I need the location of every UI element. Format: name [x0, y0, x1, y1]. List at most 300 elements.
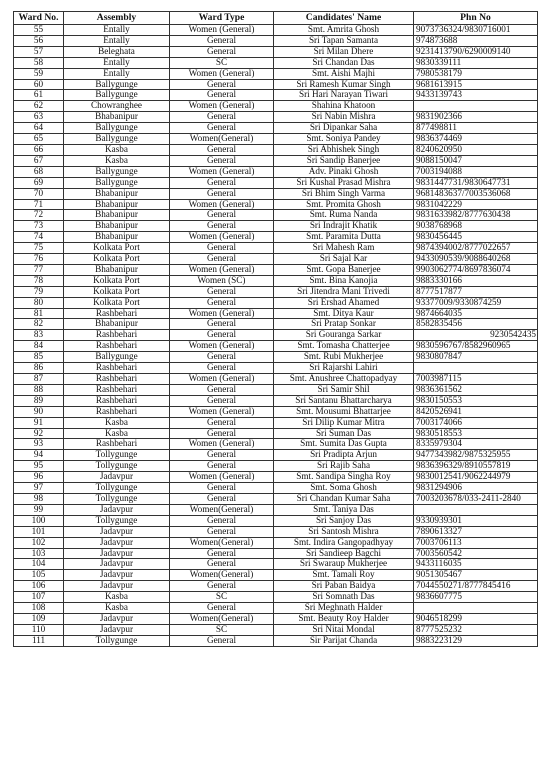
- ward-type-cell: General: [170, 428, 274, 439]
- phone-cell: 9883223129: [414, 635, 538, 646]
- ward-no-cell: 102: [14, 537, 64, 548]
- ward-type-cell: Women(General): [170, 537, 274, 548]
- assembly-cell: Kasba: [64, 144, 170, 155]
- ward-no-cell: 107: [14, 592, 64, 603]
- assembly-cell: Bhabanipur: [64, 188, 170, 199]
- assembly-cell: Ballygunge: [64, 123, 170, 134]
- phone-cell: [414, 101, 538, 112]
- phone-cell: [414, 363, 538, 374]
- assembly-cell: Kolkata Port: [64, 254, 170, 265]
- ward-no-cell: 67: [14, 155, 64, 166]
- candidate-name-cell: Adv. Pinaki Ghosh: [274, 166, 414, 177]
- phone-cell: 7003203678/033-2411-2840: [414, 493, 538, 504]
- candidate-name-cell: Sri Rajarshi Lahiri: [274, 363, 414, 374]
- phone-cell: 9831042229: [414, 199, 538, 210]
- ward-type-cell: General: [170, 177, 274, 188]
- table-row: [14, 581, 538, 592]
- table-row: [14, 221, 538, 232]
- assembly-cell: Jadavpur: [64, 526, 170, 537]
- assembly-cell: Rashbehari: [64, 308, 170, 319]
- ward-no-cell: 104: [14, 559, 64, 570]
- assembly-cell: Rashbehari: [64, 439, 170, 450]
- phone-cell: 9681483637/7003536068: [414, 188, 538, 199]
- phone-cell: 7044550271/8777845416: [414, 581, 538, 592]
- table-row: [14, 177, 538, 188]
- ward-type-cell: General: [170, 297, 274, 308]
- ward-no-cell: 92: [14, 428, 64, 439]
- candidate-name-cell: Sri Sajal Kar: [274, 254, 414, 265]
- ward-no-cell: 81: [14, 308, 64, 319]
- table-row: [14, 101, 538, 112]
- phone-cell: [414, 504, 538, 515]
- header-ward-no: Ward No.: [14, 12, 64, 25]
- table-row: [14, 134, 538, 145]
- ward-type-cell: General: [170, 417, 274, 428]
- phone-cell: 7890613327: [414, 526, 538, 537]
- ward-no-cell: 55: [14, 25, 64, 36]
- ward-type-cell: General: [170, 330, 274, 341]
- ward-type-cell: General: [170, 363, 274, 374]
- candidate-name-cell: Smt. Tamali Roy: [274, 570, 414, 581]
- ward-type-cell: Women (General): [170, 308, 274, 319]
- ward-type-cell: General: [170, 581, 274, 592]
- header-phone-no: Phn No: [414, 12, 538, 25]
- ward-type-cell: General: [170, 319, 274, 330]
- phone-cell: 9830596767/8582960965: [414, 341, 538, 352]
- ward-type-cell: General: [170, 515, 274, 526]
- assembly-cell: Rashbehari: [64, 363, 170, 374]
- ward-no-cell: 77: [14, 264, 64, 275]
- phone-cell: 9831447731/9830647731: [414, 177, 538, 188]
- ward-type-cell: Women(General): [170, 613, 274, 624]
- ward-type-cell: Women (SC): [170, 275, 274, 286]
- candidate-name-cell: Sir Parijat Chanda: [274, 635, 414, 646]
- header-row: [14, 12, 538, 25]
- table-row: [14, 90, 538, 101]
- assembly-cell: Jadavpur: [64, 504, 170, 515]
- ward-type-cell: General: [170, 559, 274, 570]
- table-row: [14, 483, 538, 494]
- candidate-name-cell: Shahina Khatoon: [274, 101, 414, 112]
- candidate-name-cell: Sri Suman Das: [274, 428, 414, 439]
- ward-no-cell: 99: [14, 504, 64, 515]
- assembly-cell: Jadavpur: [64, 559, 170, 570]
- phone-cell: 8335979304: [414, 439, 538, 450]
- assembly-cell: Bhabanipur: [64, 199, 170, 210]
- ward-type-cell: General: [170, 384, 274, 395]
- candidate-name-cell: Smt. Anushree Chattopadyay: [274, 374, 414, 385]
- phone-cell: 9038768968: [414, 221, 538, 232]
- table-row: [14, 374, 538, 385]
- ward-type-cell: General: [170, 395, 274, 406]
- ward-type-cell: General: [170, 483, 274, 494]
- ward-no-cell: 80: [14, 297, 64, 308]
- table-row: [14, 472, 538, 483]
- table-body: [14, 25, 538, 647]
- ward-type-cell: General: [170, 112, 274, 123]
- phone-cell: 9874394002/8777022657: [414, 243, 538, 254]
- table-row: [14, 232, 538, 243]
- phone-cell: 9903062774/8697836074: [414, 264, 538, 275]
- phone-cell: 7003706113: [414, 537, 538, 548]
- table-row: [14, 341, 538, 352]
- assembly-cell: Ballygunge: [64, 134, 170, 145]
- candidate-name-cell: Sri Ershad Ahamed: [274, 297, 414, 308]
- assembly-cell: Entally: [64, 35, 170, 46]
- table-row: [14, 603, 538, 614]
- ward-type-cell: General: [170, 210, 274, 221]
- ward-no-cell: 62: [14, 101, 64, 112]
- ward-no-cell: 66: [14, 144, 64, 155]
- candidate-name-cell: Sri Nitai Mondal: [274, 624, 414, 635]
- candidate-name-cell: Sri Sandip Banerjee: [274, 155, 414, 166]
- table-row: [14, 352, 538, 363]
- table-row: [14, 25, 538, 36]
- table-row: [14, 144, 538, 155]
- assembly-cell: Kasba: [64, 155, 170, 166]
- ward-no-cell: 108: [14, 603, 64, 614]
- table-row: [14, 35, 538, 46]
- candidate-name-cell: Smt. Gopa Banerjee: [274, 264, 414, 275]
- table-row: [14, 450, 538, 461]
- phone-cell: 7003194088: [414, 166, 538, 177]
- table-row: [14, 155, 538, 166]
- ward-no-cell: 56: [14, 35, 64, 46]
- assembly-cell: Tollygunge: [64, 515, 170, 526]
- candidate-name-cell: Smt. Mousumi Bhattarjee: [274, 406, 414, 417]
- table-row: [14, 254, 538, 265]
- table-row: [14, 319, 538, 330]
- ward-no-cell: 75: [14, 243, 64, 254]
- assembly-cell: Tollygunge: [64, 450, 170, 461]
- ward-no-cell: 111: [14, 635, 64, 646]
- phone-cell: 9830518553: [414, 428, 538, 439]
- ward-type-cell: General: [170, 254, 274, 265]
- assembly-cell: Kasba: [64, 592, 170, 603]
- ward-type-cell: General: [170, 46, 274, 57]
- phone-cell: 8777525232: [414, 624, 538, 635]
- table-row: [14, 166, 538, 177]
- candidate-name-cell: Sri Kushal Prasad Mishra: [274, 177, 414, 188]
- ward-type-cell: General: [170, 188, 274, 199]
- table-row: [14, 308, 538, 319]
- ward-no-cell: 63: [14, 112, 64, 123]
- ward-no-cell: 100: [14, 515, 64, 526]
- phone-cell: 7003174066: [414, 417, 538, 428]
- candidate-name-cell: Sri Tapan Samanta: [274, 35, 414, 46]
- candidate-name-cell: Sri Samir Shil: [274, 384, 414, 395]
- candidate-name-cell: Smt. Ruma Nanda: [274, 210, 414, 221]
- candidate-name-cell: Smt. Soniya Pandey: [274, 134, 414, 145]
- ward-no-cell: 70: [14, 188, 64, 199]
- ward-no-cell: 91: [14, 417, 64, 428]
- table-row: [14, 624, 538, 635]
- header-ward-type: Ward Type: [170, 12, 274, 25]
- assembly-cell: Entally: [64, 25, 170, 36]
- phone-cell: 93377009/9330874259: [414, 297, 538, 308]
- assembly-cell: Bhabanipur: [64, 221, 170, 232]
- candidate-name-cell: Sri Milan Dhere: [274, 46, 414, 57]
- candidate-name-cell: Smt. Sumita Das Gupta: [274, 439, 414, 450]
- candidate-name-cell: Sri Dipankar Saha: [274, 123, 414, 134]
- ward-no-cell: 59: [14, 68, 64, 79]
- table-row: [14, 526, 538, 537]
- table-row: [14, 592, 538, 603]
- ward-type-cell: SC: [170, 624, 274, 635]
- ward-no-cell: 61: [14, 90, 64, 101]
- ward-no-cell: 72: [14, 210, 64, 221]
- assembly-cell: Kolkata Port: [64, 275, 170, 286]
- table-row: [14, 330, 538, 341]
- candidates-table: [13, 11, 538, 647]
- candidate-name-cell: Sri Ramesh Kumar Singh: [274, 79, 414, 90]
- table-row: [14, 537, 538, 548]
- candidate-name-cell: Sri Dilip Kumar Mitra: [274, 417, 414, 428]
- phone-cell: 877498811: [414, 123, 538, 134]
- phone-cell: 9830150553: [414, 395, 538, 406]
- candidate-name-cell: Sri Pradipta Arjun: [274, 450, 414, 461]
- table-row: [14, 123, 538, 134]
- ward-no-cell: 84: [14, 341, 64, 352]
- ward-type-cell: General: [170, 526, 274, 537]
- ward-type-cell: Women (General): [170, 374, 274, 385]
- table-row: [14, 57, 538, 68]
- assembly-cell: Bhabanipur: [64, 264, 170, 275]
- assembly-cell: Ballygunge: [64, 90, 170, 101]
- table-row: [14, 493, 538, 504]
- ward-no-cell: 86: [14, 363, 64, 374]
- assembly-cell: Bhabanipur: [64, 319, 170, 330]
- assembly-cell: Rashbehari: [64, 330, 170, 341]
- ward-no-cell: 88: [14, 384, 64, 395]
- ward-no-cell: 60: [14, 79, 64, 90]
- ward-no-cell: 93: [14, 439, 64, 450]
- assembly-cell: Rashbehari: [64, 384, 170, 395]
- assembly-cell: Rashbehari: [64, 406, 170, 417]
- assembly-cell: Tollygunge: [64, 493, 170, 504]
- table-row: [14, 428, 538, 439]
- assembly-cell: Bhabanipur: [64, 232, 170, 243]
- phone-cell: 9830012541/9062244979: [414, 472, 538, 483]
- ward-no-cell: 90: [14, 406, 64, 417]
- candidate-name-cell: Sri Jitendra Mani Trivedi: [274, 286, 414, 297]
- table-row: [14, 188, 538, 199]
- assembly-cell: Beleghata: [64, 46, 170, 57]
- ward-no-cell: 64: [14, 123, 64, 134]
- ward-type-cell: Women (General): [170, 199, 274, 210]
- ward-type-cell: General: [170, 79, 274, 90]
- table-row: [14, 46, 538, 57]
- assembly-cell: Rashbehari: [64, 395, 170, 406]
- assembly-cell: Tollygunge: [64, 483, 170, 494]
- table-row: [14, 112, 538, 123]
- phone-cell: 9830807847: [414, 352, 538, 363]
- table-row: [14, 406, 538, 417]
- assembly-cell: Kolkata Port: [64, 297, 170, 308]
- table-row: [14, 79, 538, 90]
- ward-no-cell: 58: [14, 57, 64, 68]
- ward-type-cell: General: [170, 461, 274, 472]
- candidate-name-cell: Smt. Paramita Dutta: [274, 232, 414, 243]
- candidate-name-cell: Sri Mahesh Ram: [274, 243, 414, 254]
- candidate-name-cell: Sri Santosh Mishra: [274, 526, 414, 537]
- ward-no-cell: 103: [14, 548, 64, 559]
- ward-no-cell: 96: [14, 472, 64, 483]
- table-row: [14, 384, 538, 395]
- ward-type-cell: Women(General): [170, 134, 274, 145]
- ward-no-cell: 73: [14, 221, 64, 232]
- header-assembly: Assembly: [64, 12, 170, 25]
- ward-type-cell: General: [170, 90, 274, 101]
- ward-type-cell: Women (General): [170, 341, 274, 352]
- phone-cell: 9051305467: [414, 570, 538, 581]
- phone-cell: 974873688: [414, 35, 538, 46]
- table-row: [14, 461, 538, 472]
- phone-cell: 9046518299: [414, 613, 538, 624]
- ward-type-cell: General: [170, 144, 274, 155]
- ward-no-cell: 69: [14, 177, 64, 188]
- phone-cell: 9433090539/9088640268: [414, 254, 538, 265]
- phone-cell: 9681613915: [414, 79, 538, 90]
- table-row: [14, 395, 538, 406]
- table-row: [14, 515, 538, 526]
- ward-no-cell: 71: [14, 199, 64, 210]
- assembly-cell: Tollygunge: [64, 461, 170, 472]
- table-row: [14, 286, 538, 297]
- ward-no-cell: 83: [14, 330, 64, 341]
- candidate-name-cell: Smt. Aishi Majhi: [274, 68, 414, 79]
- assembly-cell: Jadavpur: [64, 472, 170, 483]
- candidate-name-cell: Sri Chandan Das: [274, 57, 414, 68]
- table-row: [14, 504, 538, 515]
- ward-type-cell: Women(General): [170, 504, 274, 515]
- table-row: [14, 275, 538, 286]
- phone-cell: 8240620950: [414, 144, 538, 155]
- candidate-name-cell: Sri Abhishek Singh: [274, 144, 414, 155]
- assembly-cell: Jadavpur: [64, 537, 170, 548]
- ward-type-cell: Women (General): [170, 101, 274, 112]
- assembly-cell: Entally: [64, 57, 170, 68]
- ward-no-cell: 79: [14, 286, 64, 297]
- candidate-name-cell: Smt. Ditya Kaur: [274, 308, 414, 319]
- assembly-cell: Ballygunge: [64, 352, 170, 363]
- assembly-cell: Kolkata Port: [64, 286, 170, 297]
- ward-type-cell: General: [170, 352, 274, 363]
- phone-cell: 9874664035: [414, 308, 538, 319]
- ward-no-cell: 97: [14, 483, 64, 494]
- phone-cell: 9330939301: [414, 515, 538, 526]
- phone-cell: 9433116035: [414, 559, 538, 570]
- assembly-cell: Jadavpur: [64, 624, 170, 635]
- candidate-name-cell: Smt. Tomasha Chatterjee: [274, 341, 414, 352]
- assembly-cell: Kasba: [64, 603, 170, 614]
- ward-no-cell: 94: [14, 450, 64, 461]
- phone-cell: 7980538179: [414, 68, 538, 79]
- candidate-name-cell: Sri Nabin Mishra: [274, 112, 414, 123]
- candidate-name-cell: Smt. Sandipa Singha Roy: [274, 472, 414, 483]
- phone-cell: 7003987115: [414, 374, 538, 385]
- ward-type-cell: Women (General): [170, 406, 274, 417]
- ward-no-cell: 85: [14, 352, 64, 363]
- ward-type-cell: General: [170, 548, 274, 559]
- phone-cell: 9433139743: [414, 90, 538, 101]
- table-row: [14, 199, 538, 210]
- ward-type-cell: Women (General): [170, 166, 274, 177]
- candidate-name-cell: Sri Indrajit Khatik: [274, 221, 414, 232]
- table-row: [14, 68, 538, 79]
- ward-type-cell: Women (General): [170, 439, 274, 450]
- ward-no-cell: 57: [14, 46, 64, 57]
- candidate-name-cell: Smt. Soma Ghosh: [274, 483, 414, 494]
- candidate-name-cell: Sri Swaraup Mukherjee: [274, 559, 414, 570]
- assembly-cell: Jadavpur: [64, 548, 170, 559]
- phone-cell: 9088150047: [414, 155, 538, 166]
- ward-no-cell: 98: [14, 493, 64, 504]
- phone-cell: 9831294906: [414, 483, 538, 494]
- phone-cell: 9830339111: [414, 57, 538, 68]
- phone-cell: 9230542435: [414, 330, 538, 341]
- candidate-name-cell: Sri Pratap Sonkar: [274, 319, 414, 330]
- phone-cell: 9883330166: [414, 275, 538, 286]
- ward-no-cell: 78: [14, 275, 64, 286]
- table-row: [14, 548, 538, 559]
- assembly-cell: Bhabanipur: [64, 210, 170, 221]
- table-row: [14, 297, 538, 308]
- table-row: [14, 570, 538, 581]
- candidate-name-cell: Sri Hari Narayan Tiwari: [274, 90, 414, 101]
- candidate-name-cell: Smt. Indira Gangopadhyay: [274, 537, 414, 548]
- phone-cell: 9830456445: [414, 232, 538, 243]
- phone-cell: 9073736324/9830716001: [414, 25, 538, 36]
- ward-type-cell: General: [170, 221, 274, 232]
- header-candidate-name: Candidates' Name: [274, 12, 414, 25]
- candidate-name-cell: Smt. Amrita Ghosh: [274, 25, 414, 36]
- phone-cell: 9836396329/8910557819: [414, 461, 538, 472]
- candidate-name-cell: Sri Rajib Saha: [274, 461, 414, 472]
- assembly-cell: Tollygunge: [64, 635, 170, 646]
- ward-type-cell: Women (General): [170, 25, 274, 36]
- ward-type-cell: General: [170, 493, 274, 504]
- ward-no-cell: 87: [14, 374, 64, 385]
- ward-type-cell: Women(General): [170, 570, 274, 581]
- ward-no-cell: 89: [14, 395, 64, 406]
- table-row: [14, 264, 538, 275]
- table-row: [14, 613, 538, 624]
- candidate-name-cell: Sri Sandieep Bagchi: [274, 548, 414, 559]
- table-row: [14, 363, 538, 374]
- ward-no-cell: 68: [14, 166, 64, 177]
- assembly-cell: Rashbehari: [64, 374, 170, 385]
- ward-no-cell: 109: [14, 613, 64, 624]
- phone-cell: 7003560542: [414, 548, 538, 559]
- assembly-cell: Rashbehari: [64, 341, 170, 352]
- table-row: [14, 559, 538, 570]
- ward-type-cell: General: [170, 155, 274, 166]
- phone-cell: 9836361562: [414, 384, 538, 395]
- assembly-cell: Bhabanipur: [64, 112, 170, 123]
- candidate-name-cell: Smt. Promita Ghosh: [274, 199, 414, 210]
- phone-cell: 9831902366: [414, 112, 538, 123]
- ward-type-cell: Women (General): [170, 232, 274, 243]
- assembly-cell: Entally: [64, 68, 170, 79]
- ward-type-cell: Women (General): [170, 472, 274, 483]
- table-row: [14, 210, 538, 221]
- phone-cell: 9231413790/6290009140: [414, 46, 538, 57]
- ward-no-cell: 76: [14, 254, 64, 265]
- phone-cell: 9836374469: [414, 134, 538, 145]
- assembly-cell: Kasba: [64, 417, 170, 428]
- ward-type-cell: General: [170, 603, 274, 614]
